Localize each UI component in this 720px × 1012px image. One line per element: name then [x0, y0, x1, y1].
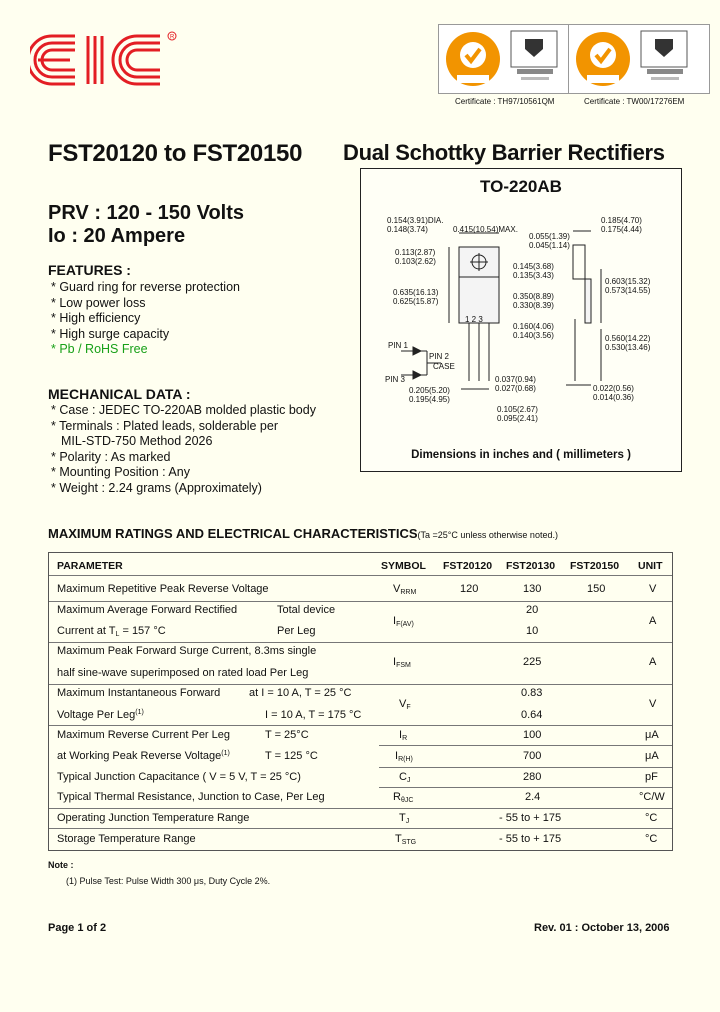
- list-item: * Guard ring for reverse protection: [51, 280, 240, 294]
- package-title: TO-220AB: [480, 177, 562, 196]
- note-heading: Note :: [48, 860, 74, 870]
- dim-tab-height: 0.145(3.68) 0.135(3.43): [513, 262, 554, 280]
- dim-body-depth: 0.185(4.70) 0.175(4.44): [601, 216, 642, 234]
- certificate-number-left: Certificate : TH97/10561QM: [455, 97, 555, 106]
- mechanical-heading: MECHANICAL DATA :: [48, 386, 191, 402]
- dimensions-caption: Dimensions in inches and ( millimeters ): [411, 449, 631, 461]
- sgs-certificate-badge-left: [438, 24, 580, 94]
- certificate-number-right: Certificate : TW00/17276EM: [584, 97, 685, 106]
- page-number: Page 1 of 2: [48, 922, 107, 934]
- list-item: * Case : JEDEC TO-220AB molded plastic body: [51, 403, 316, 417]
- ratings-summary: [48, 202, 244, 248]
- list-item: * Terminals : Plated leads, solderable per: [51, 418, 278, 433]
- dim-lead-shoulder: 0.160(4.06) 0.140(3.56): [513, 322, 554, 340]
- dim-lead-width: 0.037(0.94) 0.027(0.68): [495, 375, 536, 393]
- dim-total-height: 0.603(15.32) 0.573(14.55): [605, 277, 651, 295]
- dim-lead-thickness: 0.022(0.56) 0.014(0.36): [593, 384, 634, 402]
- svg-text:R: R: [170, 34, 175, 41]
- part-range-title: FST20120 to FST20150: [48, 140, 303, 167]
- pin1-label: PIN 1: [388, 341, 409, 350]
- mechanical-list: [51, 403, 316, 497]
- dim-hole-offset: 0.113(2.87) 0.103(2.62): [395, 248, 436, 266]
- note-text: (1) Pulse Test: Pulse Width 300 μs, Duty Cycle 2%.: [66, 876, 271, 886]
- device-description-title: Dual Schottky Barrier Rectifiers: [343, 140, 665, 165]
- eic-logo: [30, 30, 180, 90]
- table-title-note: (Ta =25°C unless otherwise noted.): [417, 530, 558, 540]
- list-item: * Polarity : As marked: [51, 449, 171, 464]
- pin3-label: PIN 3: [385, 375, 406, 384]
- sgs-certificate-badge-right: [568, 24, 710, 94]
- dim-lead-length: 0.560(14.22) 0.530(13.46): [605, 334, 651, 352]
- dim-hole-dia: 0.154(3.91)DIA. 0.148(3.74): [387, 216, 444, 234]
- pin-numbers: 1 2 3: [465, 315, 483, 324]
- package-diagram: [360, 168, 682, 472]
- dim-width-max: 0.415(10.54)MAX.: [453, 225, 518, 234]
- case-label: CASE: [433, 362, 455, 371]
- ratings-table: PARAMETER SYMBOL FST20120 FST20130 FST20150 UNIT Maximum Repetitive Peak Reverse Voltage $V_{RRM}$ 120 130 150 V Maximum Average Forward Rectified Total device 20 $I_{F(AV)}$ A Current at $T_L = 157$ °C Per Leg 10 Maximum Peak Forward Surge Current, 8.3ms single $I_{FSM}$ 225 A half sine-wave superimposed on rated load Per Leg Maximum Instantaneous Forward at I = 10 A, T = 25 °C 0.83 $V_F$ V Voltage Per Leg$^{(1)}$ I = 10 A, T = 175 °C 0.64 Maximum Reverse Current Per Leg T = 25°C $I_R$ 100 μA at Working Peak Reverse Voltage$^{(1)}$ T = 125 °C $I_{R(H)}$ 700 μA Typical Junction Capacitance ( V = 5 V, T = 25 °C) $C_J$ 280 pF Typical Thermal Resistance, Junction to Case, Per Leg $R_{\theta JC}$ 2.4 °C/W Operating Junction Temperature Range $T_J$ - 55 to + 175 °C Storage Temperature Range $T_{STG}$ - 55 to + 175 °C: [48, 552, 673, 851]
- list-item: * Weight : 2.24 grams (Approximately): [51, 480, 262, 495]
- dim-body-height: 0.350(8.89) 0.330(8.39): [513, 292, 554, 310]
- table-title: MAXIMUM RATINGS AND ELECTRICAL CHARACTERISTICS(Ta =25°C unless otherwise noted.): [48, 526, 558, 541]
- prv-rating: PRV : 120 - 150 Volts: [48, 202, 245, 224]
- package-outline-drawing: [361, 169, 681, 471]
- io-rating: Io : 20 Ampere: [48, 225, 186, 247]
- list-item: * High efficiency: [51, 311, 141, 326]
- dim-pin-pitch: 0.105(2.67) 0.095(2.41): [497, 405, 538, 423]
- dim-overall-length: 0.635(16.13) 0.625(15.87): [393, 288, 439, 306]
- list-item: * Mounting Position : Any: [51, 465, 190, 480]
- list-item: MIL-STD-750 Method 2026: [61, 434, 213, 449]
- list-item: * Low power loss: [51, 295, 146, 310]
- pin2-label: PIN 2: [429, 352, 450, 361]
- features-list: [51, 280, 240, 358]
- dim-tab-thickness: 0.055(1.39) 0.045(1.14): [529, 232, 570, 250]
- features-heading: FEATURES :: [48, 262, 131, 278]
- list-item: * Pb / RoHS Free: [51, 342, 148, 357]
- list-item: * High surge capacity: [51, 326, 170, 341]
- dim-pin-span: 0.205(5.20) 0.195(4.95): [409, 386, 450, 404]
- revision-date: Rev. 01 : October 13, 2006: [534, 922, 670, 934]
